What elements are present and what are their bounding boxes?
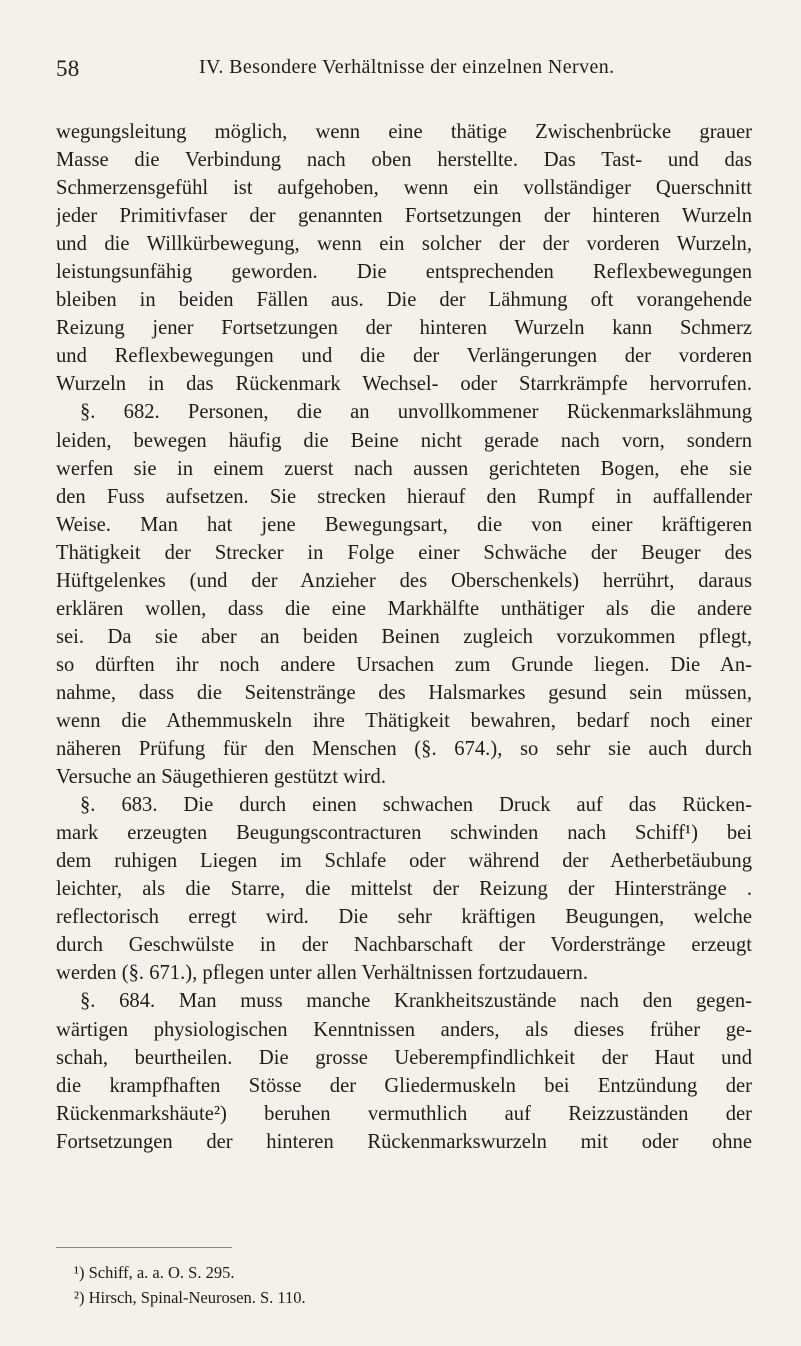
text-line: den Fuss aufsetzen. Sie strecken hierauf den Rumpf in auffallender — [56, 485, 752, 508]
text-line: Masse die Verbindung nach oben herstellte. Das Tast- und das — [56, 149, 752, 172]
text-line: Schmerzensgefühl ist aufgehoben, wenn ein vollständiger Querschnitt — [56, 177, 752, 200]
text-line: leichter, als die Starre, die mittelst der Reizung der Hinterstränge . — [56, 878, 752, 901]
text-line: Hüftgelenkes (und der Anzieher des Oberschenkels) herrührt, daraus — [56, 569, 752, 592]
text-line: §. 683. Die durch einen schwachen Druck auf das Rücken- — [80, 794, 752, 817]
page-header — [56, 56, 752, 88]
text-line: sei. Da sie aber an beiden Beinen zugleich vorzukommen pflegt, — [56, 625, 752, 648]
text-line: Fortsetzungen der hinteren Rückenmarkswurzeln mit oder ohne — [56, 1130, 752, 1153]
text-line: so dürften ihr noch andere Ursachen zum Grunde liegen. Die An- — [56, 653, 752, 676]
body-text — [56, 118, 752, 1156]
text-line: Reizung jener Fortsetzungen der hinteren Wurzeln kann Schmerz — [56, 317, 752, 340]
text-line: und die Willkürbewegung, wenn ein solcher der der vorderen Wurzeln, — [56, 233, 752, 256]
text-line: jeder Primitivfaser der genannten Fortsetzungen der hinteren Wurzeln — [56, 205, 752, 228]
footnote: ²) Hirsch, Spinal-Neurosen. S. 110. — [74, 1288, 306, 1307]
text-line: Thätigkeit der Strecker in Folge einer Schwäche der Beuger des — [56, 541, 752, 564]
text-line: Rückenmarkshäute²) beruhen vermuthlich auf Reizzuständen der — [56, 1102, 752, 1125]
footnote: ¹) Schiff, a. a. O. S. 295. — [74, 1263, 235, 1282]
text-line: Weise. Man hat jene Bewegungsart, die von einer kräftigeren — [56, 513, 752, 536]
text-line: werden (§. 671.), pflegen unter allen Verhältnissen fortzudauern. — [56, 962, 589, 985]
text-line: durch Geschwülste in der Nachbarschaft der Vorderstränge erzeugt — [56, 934, 752, 957]
text-line: nahme, dass die Seitenstränge des Halsmarkes gesund sein müssen, — [56, 681, 752, 704]
text-line: wärtigen physiologischen Kenntnissen anders, als dieses früher ge- — [56, 1018, 752, 1041]
text-line: reflectorisch erregt wird. Die sehr kräftigen Beugungen, welche — [56, 906, 752, 929]
text-line: Versuche an Säugethieren gestützt wird. — [56, 766, 386, 789]
page-number: 58 — [56, 56, 80, 81]
text-line: mark erzeugten Beugungscontracturen schwinden nach Schiff¹) bei — [56, 822, 752, 845]
text-line: erklären wollen, dass die eine Markhälfte unthätiger als die andere — [56, 597, 752, 620]
text-line: §. 682. Personen, die an unvollkommener Rückenmarkslähmung — [80, 401, 752, 424]
text-line: wenn die Athemmuskeln ihre Thätigkeit bewahren, bedarf noch einer — [56, 709, 752, 732]
running-head: IV. Besondere Verhältnisse der einzelnen Nerven. — [199, 56, 615, 78]
text-line: wegungsleitung möglich, wenn eine thätige Zwischenbrücke grauer — [56, 121, 752, 143]
text-line: leistungsunfähig geworden. Die entsprechenden Reflexbewegungen — [56, 261, 752, 284]
text-line: näheren Prüfung für den Menschen (§. 674.), so sehr sie auch durch — [56, 738, 752, 761]
text-line: und Reflexbewegungen und die der Verlängerungen der vorderen — [56, 345, 752, 368]
footnotes — [60, 1260, 750, 1310]
text-line: leiden, bewegen häufig die Beine nicht gerade nach vorn, sondern — [56, 429, 752, 452]
text-line: dem ruhigen Liegen im Schlafe oder während der Aetherbetäubung — [56, 850, 752, 873]
text-line: bleiben in beiden Fällen aus. Die der Lähmung oft vorangehende — [56, 289, 752, 312]
text-line: die krampfhaften Stösse der Gliedermuskeln bei Entzündung der — [56, 1074, 752, 1097]
text-line: werfen sie in einem zuerst nach aussen gerichteten Bogen, ehe sie — [56, 457, 752, 480]
text-line: schah, beurtheilen. Die grosse Ueberempfindlichkeit der Haut und — [56, 1046, 752, 1069]
text-line: §. 684. Man muss manche Krankheitszustände nach den gegen- — [80, 990, 752, 1013]
text-line: Wurzeln in das Rückenmark Wechsel- oder Starrkrämpfe hervorrufen. — [56, 373, 752, 396]
footnote-divider — [56, 1247, 232, 1248]
